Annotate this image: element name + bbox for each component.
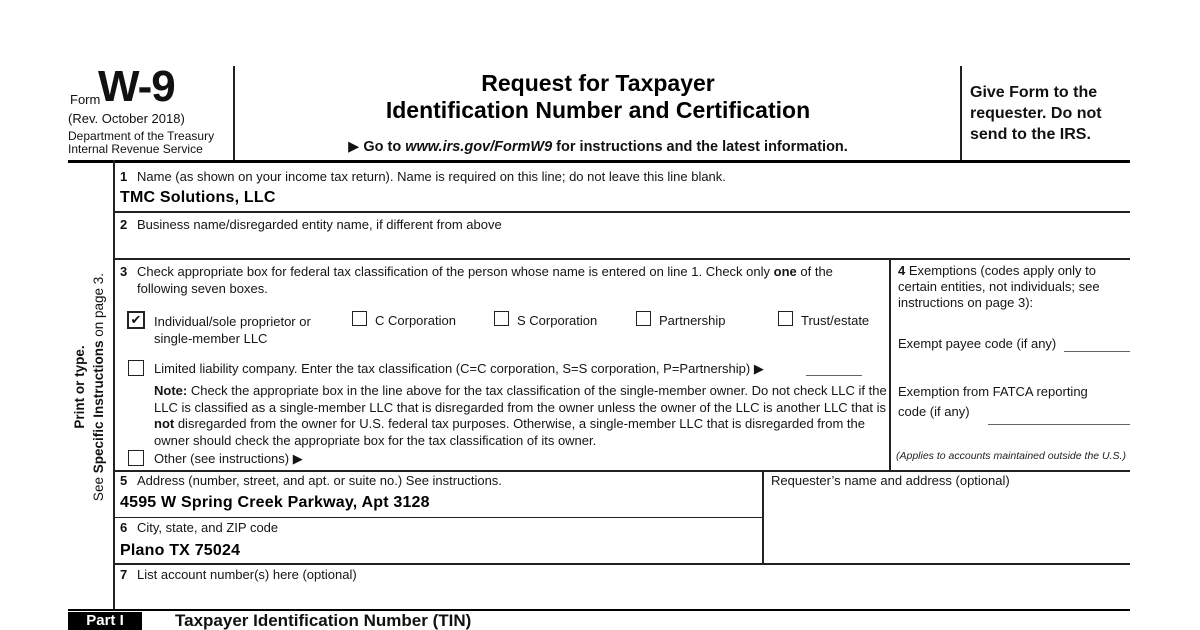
line5-label: Address (number, street, and apt. or suite no.) See instructions. (137, 473, 502, 488)
checkbox-partnership[interactable] (636, 311, 651, 326)
line2-label: Business name/disregarded entity name, if different from above (137, 217, 502, 232)
line6-number: 6 (120, 520, 128, 535)
checkbox-individual[interactable] (127, 311, 145, 329)
form-title-line1: Request for Taxpayer (481, 70, 715, 96)
sidebar-line1: Print or type. (72, 345, 87, 429)
line3-label: Check appropriate box for federal tax classification of the person whose name is entered on line 1. Check only one of the following seven boxes. (137, 264, 833, 296)
name-field[interactable]: TMC Solutions, LLC (120, 189, 276, 206)
line1-number: 1 (120, 169, 128, 184)
line1-label: Name (as shown on your income tax return). Name is required on this line; do not leave this line blank. (137, 169, 726, 184)
agency-line1: Department of the Treasury (68, 129, 215, 143)
checkbox-trust-estate[interactable] (778, 311, 793, 326)
sidebar-line2: See Specific Instructions on page 3. (91, 272, 106, 502)
row3-rule (113, 470, 1130, 472)
line4-label: 4 Exemptions (codes apply only to certain entities, not individuals; see instructions on page 3): (898, 263, 1100, 310)
line2-number: 2 (120, 217, 128, 232)
applies-note: (Applies to accounts maintained outside the U.S.) (896, 450, 1126, 462)
give-form-notice: Give Form to the requester. Do not send to the IRS. (970, 84, 1102, 143)
exempt-payee-code-field[interactable] (1064, 351, 1130, 352)
checkbox-llc[interactable] (128, 360, 144, 376)
part1-title: Taxpayer Identification Number (TIN) (175, 611, 472, 630)
line7-label: List account number(s) here (optional) (137, 567, 357, 582)
form-title (240, 70, 956, 124)
line3-note: Note: Check the appropriate box in the line above for the tax classification of the single-member owner. Do not check LLC if the LLC is classified as a single-member LLC that is disregarded from the owner unless the owner of the LLC is another LLC that is not disregarded from the owner for U.S. federal tax purposes. Otherwise, a single-member LLC that is disregarded from the owner should check the appropriate box for the tax classification of its owner. (154, 383, 887, 448)
line3-number: 3 (120, 264, 128, 279)
fatca-code-field[interactable] (988, 424, 1130, 425)
header-divider-left (233, 66, 235, 161)
row5-rule (113, 517, 763, 518)
arrow-icon: ▶ (348, 139, 360, 155)
form-number: W-9 (98, 62, 175, 111)
form-revision: (Rev. October 2018) (68, 111, 185, 126)
fatca-label-line1: Exemption from FATCA reporting (898, 384, 1088, 399)
header-bottom-rule (68, 160, 1130, 163)
address-field[interactable]: 4595 W Spring Creek Parkway, Apt 3128 (120, 494, 430, 511)
llc-classification-blank[interactable] (806, 375, 862, 376)
agency-line2: Internal Revenue Service (68, 142, 203, 156)
exempt-payee-label: Exempt payee code (if any) (898, 336, 1057, 351)
checkbox-other[interactable] (128, 450, 144, 466)
row2-rule (113, 258, 1130, 260)
print-or-type-sidebar (70, 207, 114, 567)
line6-label: City, state, and ZIP code (137, 520, 279, 535)
checkbox-c-corporation-label: C Corporation (375, 313, 456, 328)
checkbox-trust-estate-label: Trust/estate (801, 313, 870, 328)
checkbox-partnership-label: Partnership (659, 313, 726, 328)
checkbox-s-corporation[interactable] (494, 311, 509, 326)
checkbox-other-label: Other (see instructions) ▶ (154, 451, 303, 466)
checkbox-llc-label: Limited liability company. Enter the tax classification (C=C corporation, S=S corporation, P=Partnership) ▶ (154, 361, 764, 376)
checkbox-individual-label: Individual/sole proprietor or single-member LLC (154, 314, 311, 346)
row6-rule (113, 563, 1130, 565)
line7-number: 7 (120, 567, 128, 582)
goto-line: ▶ Go to www.irs.gov/FormW9 for instructions and the latest information. (348, 139, 848, 155)
form-word: Form (70, 92, 101, 107)
header-divider-right (960, 66, 962, 161)
goto-url[interactable]: www.irs.gov/FormW9 (405, 139, 553, 155)
checkbox-c-corporation[interactable] (352, 311, 367, 326)
checkbox-s-corporation-label: S Corporation (517, 313, 598, 328)
requester-label: Requester’s name and address (optional) (771, 473, 1010, 488)
part1-badge: Part I (68, 612, 142, 630)
line5-number: 5 (120, 473, 128, 488)
row1-rule (113, 211, 1130, 213)
fatca-label-line2: code (if any) (898, 404, 970, 419)
check-icon: ✔ (130, 311, 142, 327)
form-title-line2: Identification Number and Certification (385, 97, 811, 123)
city-state-zip-field[interactable]: Plano TX 75024 (120, 542, 241, 559)
